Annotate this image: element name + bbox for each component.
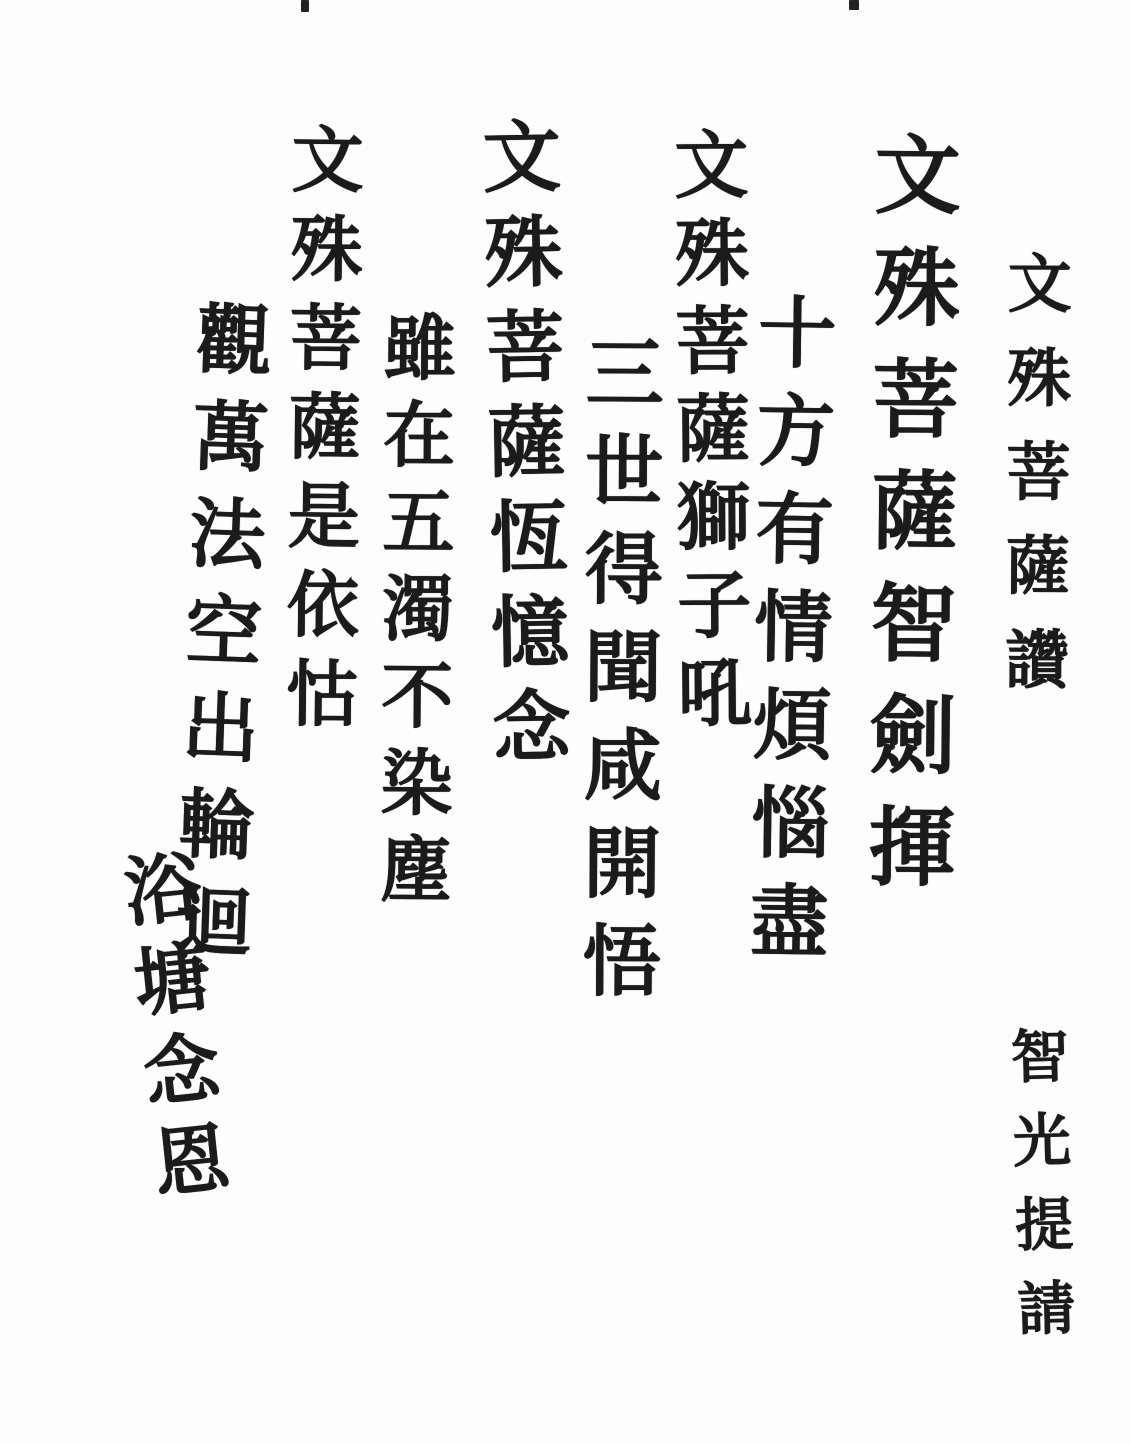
- poem-line-6: 雖在五濁不染塵: [367, 309, 456, 920]
- poem-title: 文殊菩薩讚: [993, 249, 1071, 721]
- poem-line-4: 三世得聞咸開悟: [569, 331, 663, 1019]
- poem-line-7: 文殊菩薩是依怙: [273, 121, 364, 746]
- dedication-signature: 浴塘念恩: [108, 845, 235, 1217]
- colophon-signature: 智光提請: [1000, 1025, 1077, 1363]
- poem-line-1: 文殊菩薩智劍揮: [853, 129, 960, 915]
- poem-line-3: 文殊菩薩獅子吼: [662, 125, 753, 743]
- scan-speck: [849, 0, 859, 10]
- poem-line-5: 文殊菩薩恆憶念: [469, 115, 571, 782]
- scan-speck: [301, 0, 309, 12]
- poem-line-2: 十方有情煩惱盡: [736, 291, 836, 979]
- poem-line-8: 觀萬法空出輪迴: [161, 298, 274, 981]
